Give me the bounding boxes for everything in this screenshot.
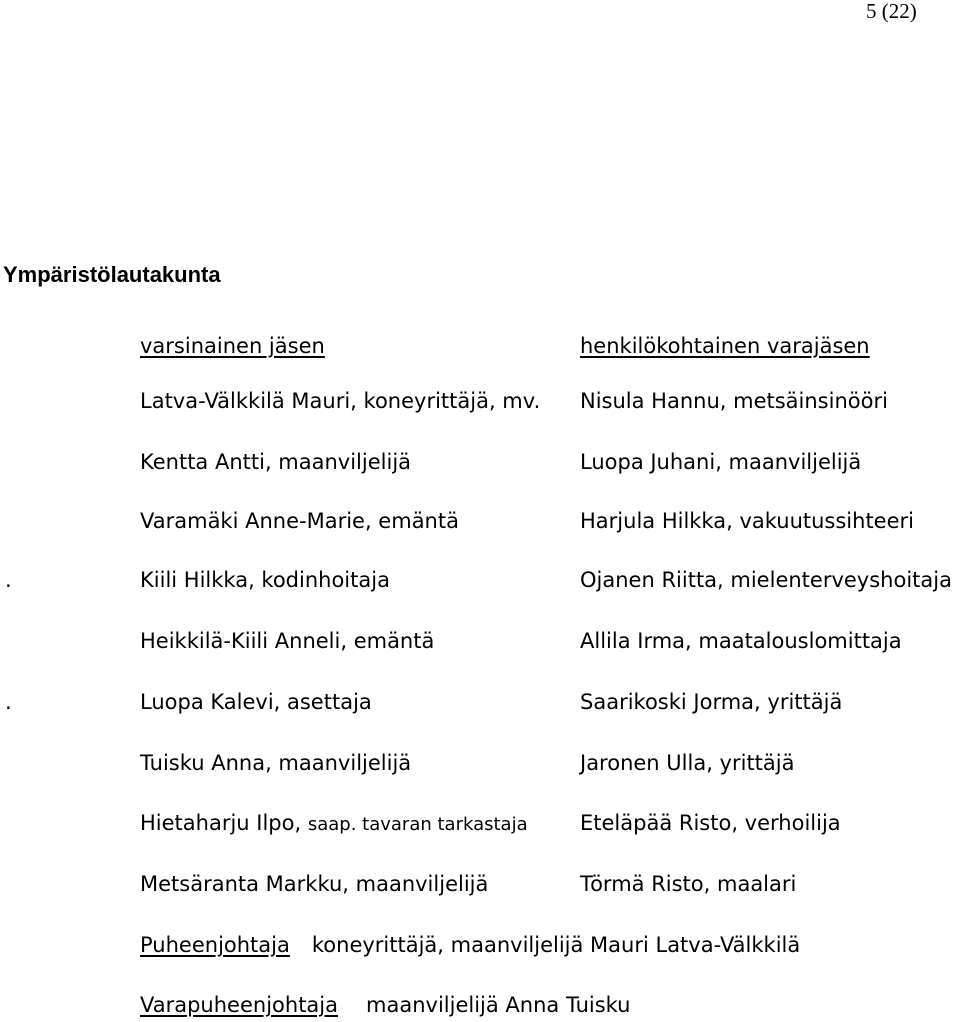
- member-regular: Kentta Antti, maanviljelijä: [140, 450, 412, 474]
- committee-title: Ympäristölautakunta: [3, 262, 221, 287]
- vice-chair-label: Varapuheenjohtaja: [140, 993, 339, 1017]
- chair-line: [140, 935, 800, 956]
- member-deputy: Jaronen Ulla, yrittäjä: [580, 751, 795, 775]
- member-deputy: Harjula Hilkka, vakuutussihteeri: [580, 509, 914, 533]
- member-regular: Varamäki Anne-Marie, emäntä: [140, 509, 459, 533]
- member-regular: Latva-Välkkilä Mauri, koneyrittäjä, mv.: [140, 389, 541, 413]
- member-regular: [140, 813, 528, 834]
- vice-chair-line: [140, 995, 631, 1016]
- member-regular-name: Hietaharju Ilpo,: [140, 811, 308, 835]
- member-deputy: Törmä Risto, maalari: [580, 872, 797, 896]
- row-bullet: .: [5, 568, 12, 592]
- member-deputy: Ojanen Riitta, mielenterveyshoitaja: [580, 568, 952, 592]
- page-number: 5 (22): [866, 0, 917, 23]
- row-bullet: .: [5, 690, 12, 714]
- member-deputy: Allila Irma, maatalouslomittaja: [580, 629, 902, 653]
- chair-value: koneyrittäjä, maanviljelijä Mauri Latva-Välkkilä: [311, 933, 801, 957]
- member-deputy: Luopa Juhani, maanviljelijä: [580, 450, 862, 474]
- member-regular: Luopa Kalevi, asettaja: [140, 690, 372, 714]
- member-deputy: Saarikoski Jorma, yrittäjä: [580, 690, 843, 714]
- member-regular: Heikkilä-Kiili Anneli, emäntä: [140, 629, 435, 653]
- member-deputy: Eteläpää Risto, verhoilija: [580, 811, 841, 835]
- member-deputy: Nisula Hannu, metsäinsinööri: [580, 389, 888, 413]
- chair-label: Puheenjohtaja: [140, 933, 290, 957]
- member-regular: Kiili Hilkka, kodinhoitaja: [140, 568, 390, 592]
- vice-chair-value: maanviljelijä Anna Tuisku: [366, 993, 631, 1017]
- member-regular: Tuisku Anna, maanviljelijä: [140, 751, 412, 775]
- member-regular: Metsäranta Markku, maanviljelijä: [140, 872, 489, 896]
- member-regular-occupation: saap. tavaran tarkastaja: [307, 814, 528, 835]
- column-header-regular-member: varsinainen jäsen: [140, 334, 325, 358]
- column-header-deputy-member: henkilökohtainen varajäsen: [580, 334, 870, 358]
